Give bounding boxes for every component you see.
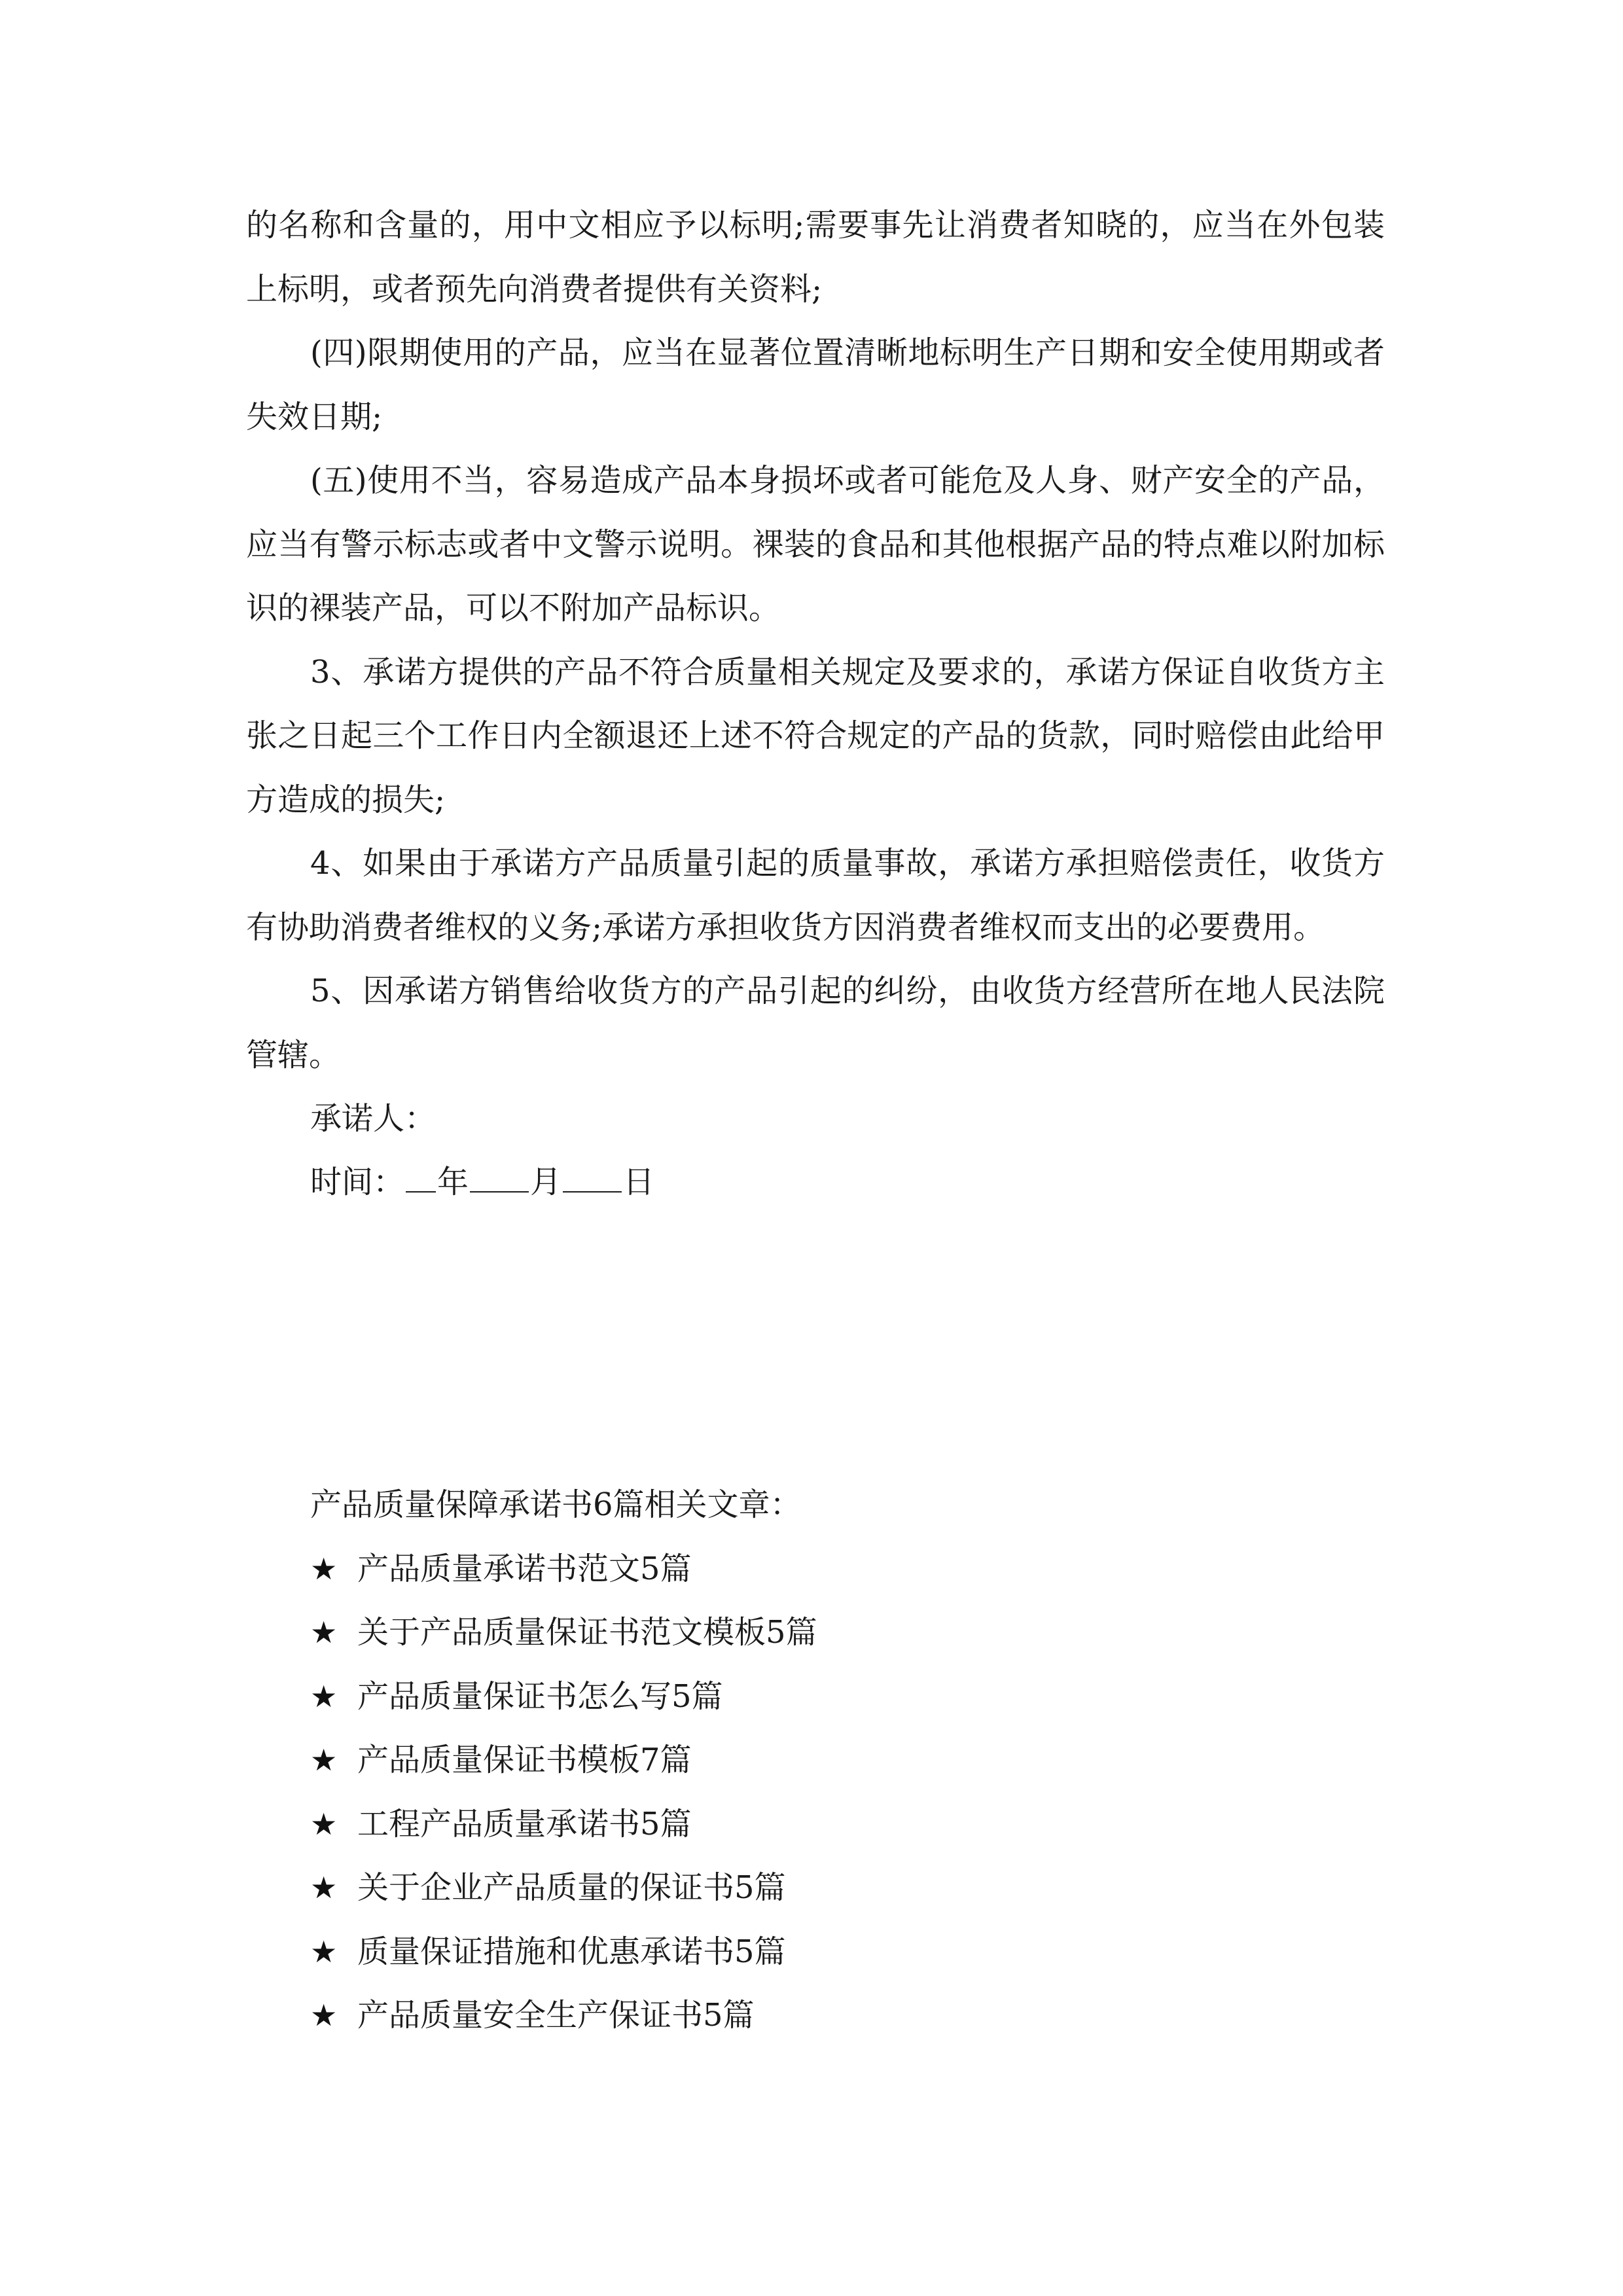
paragraph-item-4: (四)限期使用的产品，应当在显著位置清晰地标明生产日期和安全使用期或者失效日期; xyxy=(246,334,1385,435)
related-article-link[interactable] xyxy=(310,1537,817,1602)
star-icon: ★ xyxy=(310,1870,338,1905)
related-article-link[interactable] xyxy=(310,1729,817,1793)
star-icon: ★ xyxy=(310,1806,338,1842)
day-label: 日 xyxy=(623,1164,655,1200)
promisor-label: 承诺人： xyxy=(310,1100,437,1137)
star-icon: ★ xyxy=(310,1615,338,1650)
related-article-title[interactable]: 质量保证措施和优惠承诺书5篇 xyxy=(357,1933,786,1970)
year-label: 年 xyxy=(437,1164,469,1200)
paragraph-clause-4: 4、如果由于承诺方产品质量引起的质量事故，承诺方承担赔偿责任，收货方有协助消费者维权的义务;承诺方承担收货方因消费者维权而支出的必要费用。 xyxy=(246,845,1385,946)
related-article-link[interactable] xyxy=(310,1984,817,2048)
star-icon: ★ xyxy=(310,1551,338,1587)
year-blank[interactable] xyxy=(406,1153,436,1193)
related-article-title[interactable]: 工程产品质量承诺书5篇 xyxy=(357,1805,692,1842)
star-icon: ★ xyxy=(310,1998,338,2033)
related-article-link[interactable] xyxy=(310,1920,817,1984)
date-line xyxy=(310,1151,654,1215)
star-icon: ★ xyxy=(310,1678,338,1714)
related-article-link[interactable] xyxy=(310,1665,817,1729)
related-article-title[interactable]: 关于企业产品质量的保证书5篇 xyxy=(357,1869,786,1906)
related-article-title[interactable]: 产品质量保证书模板7篇 xyxy=(357,1742,692,1778)
month-label: 月 xyxy=(530,1164,562,1200)
related-articles xyxy=(310,1473,817,2048)
commitment-body xyxy=(246,194,1385,1087)
paragraph-clause-5: 5、因承诺方销售给收货方的产品引起的纠纷，由收货方经营所在地人民法院管辖。 xyxy=(246,973,1385,1073)
star-icon: ★ xyxy=(310,1742,338,1778)
promisor-line xyxy=(310,1087,436,1151)
date-label: 时间： xyxy=(310,1164,405,1200)
related-article-link[interactable] xyxy=(310,1601,817,1665)
related-article-title[interactable]: 产品质量安全生产保证书5篇 xyxy=(357,1997,755,2034)
month-blank[interactable] xyxy=(470,1153,529,1193)
related-article-title[interactable]: 产品质量承诺书范文5篇 xyxy=(357,1550,692,1587)
paragraph-clause-3: 3、承诺方提供的产品不符合质量相关规定及要求的，承诺方保证自收货方主张之日起三个工作日内全额退还上述不符合规定的产品的货款，同时赔偿由此给甲方造成的损失; xyxy=(246,653,1385,818)
paragraph-item-5: (五)使用不当，容易造成产品本身损坏或者可能危及人身、财产安全的产品，应当有警示标志或者中文警示说明。裸装的食品和其他根据产品的特点难以附加标识的裸装产品，可以不附加产品标识。 xyxy=(246,462,1385,626)
related-article-title[interactable]: 关于产品质量保证书范文模板5篇 xyxy=(357,1614,817,1651)
day-blank[interactable] xyxy=(563,1153,622,1193)
related-article-title[interactable]: 产品质量保证书怎么写5篇 xyxy=(357,1677,723,1715)
related-article-link[interactable] xyxy=(310,1793,817,1857)
star-icon: ★ xyxy=(310,1933,338,1969)
paragraph-labeling-continued: 的名称和含量的，用中文相应予以标明;需要事先让消费者知晓的，应当在外包装上标明，或者预先向消费者提供有关资料; xyxy=(246,207,1385,308)
related-articles-list xyxy=(310,1537,817,2048)
related-article-link[interactable] xyxy=(310,1856,817,1920)
related-articles-title: 产品质量保障承诺书6篇相关文章： xyxy=(310,1486,802,1523)
